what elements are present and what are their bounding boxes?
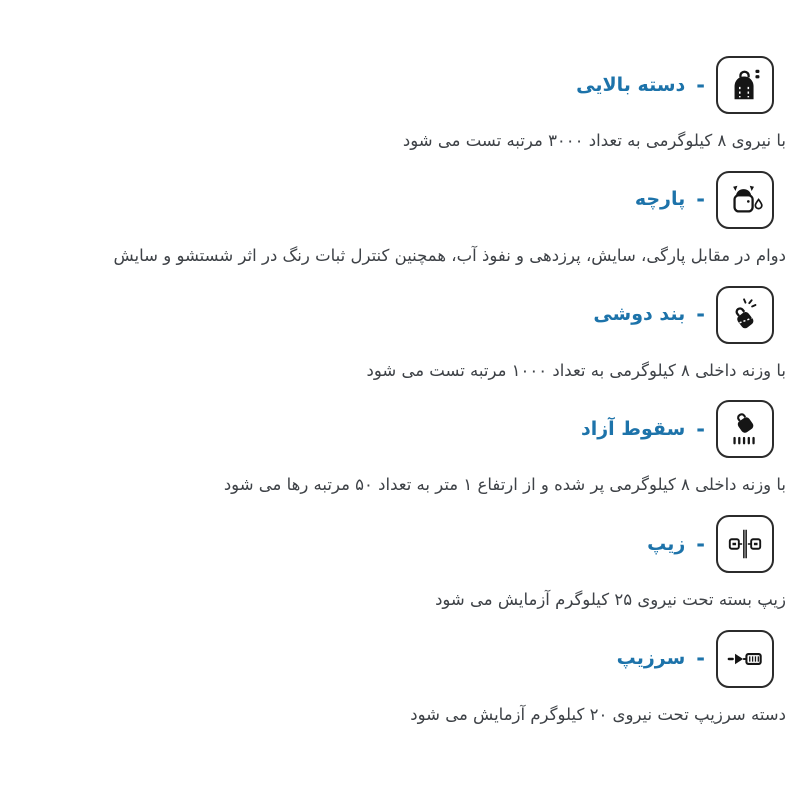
dash-separator: - (696, 302, 705, 326)
fabric-icon (716, 171, 774, 229)
top-handle-icon (716, 56, 774, 114)
dash-separator: - (696, 187, 705, 212)
section-title: دسته بالایی (576, 73, 686, 96)
test-section (0, 515, 800, 613)
test-section (0, 400, 800, 498)
section-header (0, 400, 774, 458)
section-title: سقوط آزاد (580, 417, 686, 440)
section-title: بند دوشی (593, 303, 686, 325)
section-title: زیپ (647, 532, 686, 555)
section-description: دوام در مقابل پارگی، سایش، پرزدهی و نفوذ آب، همچنین کنترل ثبات رنگ در اثر شستشو و سایش (113, 245, 786, 265)
test-section (0, 286, 800, 384)
section-header (0, 286, 774, 344)
zipper-pull-icon (716, 630, 774, 688)
section-description: با وزنه داخلی ۸ کیلوگرمی پر شده و از ارتفاع ۱ متر به تعداد ۵۰ مرتبه رها می شود (223, 475, 786, 495)
section-description: دسته سرزیپ تحت نیروی ۲۰ کیلوگرم آزمایش می شود (410, 704, 786, 724)
section-header (0, 171, 774, 229)
dash-separator: - (696, 416, 705, 441)
section-description: زیپ بسته تحت نیروی ۲۵ کیلوگرم آزمایش می شود (435, 590, 786, 609)
dash-separator: - (696, 646, 705, 671)
section-title: سرزیپ (616, 647, 686, 670)
section-header (0, 515, 774, 573)
shoulder-strap-icon (716, 286, 774, 344)
section-title: پارچه (634, 188, 686, 211)
section-description: با وزنه داخلی ۸ کیلوگرمی به تعداد ۱۰۰۰ مرتبه تست می شود (366, 360, 786, 380)
dash-separator: - (696, 72, 705, 97)
zipper-icon (716, 515, 774, 573)
test-section (0, 171, 800, 269)
dash-separator: - (696, 531, 705, 556)
test-section (0, 630, 800, 728)
free-fall-icon (716, 400, 774, 458)
section-description: با نیروی ۸ کیلوگرمی به تعداد ۳۰۰۰ مرتبه تست می شود (402, 131, 786, 150)
section-header (0, 630, 774, 688)
test-section (0, 56, 800, 154)
section-header (0, 56, 774, 114)
